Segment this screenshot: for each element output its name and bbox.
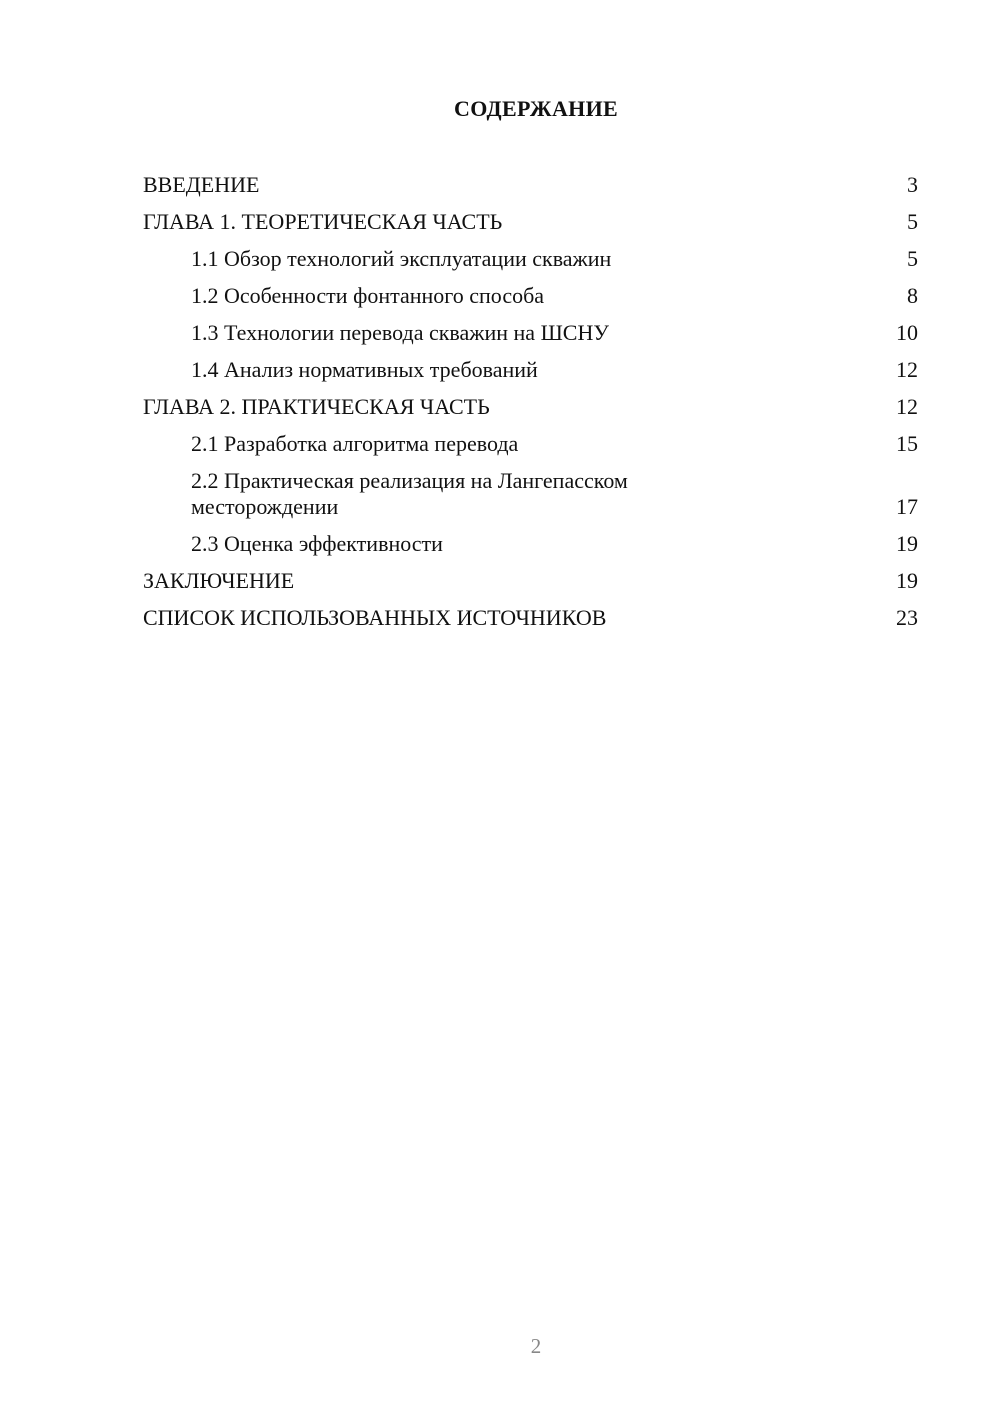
- toc-entry-introduction[interactable]: [143, 167, 918, 204]
- toc-entry-page: 3: [907, 172, 918, 197]
- toc-entry-label: ЗАКЛЮЧЕНИЕ: [143, 568, 295, 593]
- toc-entry-label: 1.1 Обзор технологий эксплуатации скважин: [191, 246, 612, 271]
- toc-entry-page: 12: [896, 394, 918, 419]
- toc-entry-label: 2.1 Разработка алгоритма перевода: [191, 431, 519, 456]
- toc-entry-page: 10: [896, 320, 918, 345]
- toc-entry-chapter-2[interactable]: [143, 389, 918, 426]
- toc-entry-section-2-2[interactable]: [143, 463, 918, 526]
- toc-entry-section-1-4[interactable]: [143, 352, 918, 389]
- toc-entry-page: 15: [896, 431, 918, 456]
- toc-entry-section-1-3[interactable]: [143, 315, 918, 352]
- toc-entry-label: 2.3 Оценка эффективности: [191, 531, 443, 556]
- toc-title: СОДЕРЖАНИЕ: [454, 96, 618, 121]
- toc-entry-label: ВВЕДЕНИЕ: [143, 172, 260, 197]
- toc-entry-label: 1.4 Анализ нормативных требований: [191, 357, 538, 382]
- toc-entry-section-2-3[interactable]: [143, 526, 918, 563]
- toc-entry-conclusion[interactable]: [143, 563, 918, 600]
- toc-entry-label: 2.2 Практическая реализация на Лангепасском месторождении: [191, 468, 628, 519]
- toc-entry-label: СПИСОК ИСПОЛЬЗОВАННЫХ ИСТОЧНИКОВ: [143, 605, 607, 630]
- toc-entry-label: 1.3 Технологии перевода скважин на ШСНУ: [191, 320, 609, 345]
- toc-entry-page: 19: [896, 568, 918, 593]
- toc-entry-section-1-2[interactable]: [143, 278, 918, 315]
- toc-entry-page: 12: [896, 357, 918, 382]
- toc-entry-references[interactable]: [143, 600, 918, 637]
- toc-entry-chapter-1[interactable]: [143, 204, 918, 241]
- toc-entry-page: 5: [907, 209, 918, 234]
- toc-entry-page: 8: [907, 283, 918, 308]
- page-number: 2: [530, 1334, 542, 1358]
- table-of-contents: [143, 167, 918, 637]
- toc-entry-page: 19: [896, 531, 918, 556]
- toc-entry-page: 5: [907, 246, 918, 271]
- toc-entry-label: ГЛАВА 2. ПРАКТИЧЕСКАЯ ЧАСТЬ: [143, 394, 490, 419]
- toc-entry-section-1-1[interactable]: [143, 241, 918, 278]
- toc-entry-page: 23: [896, 605, 918, 630]
- toc-entry-page: 17: [896, 494, 918, 519]
- toc-entry-label: ГЛАВА 1. ТЕОРЕТИЧЕСКАЯ ЧАСТЬ: [143, 209, 503, 234]
- toc-entry-section-2-1[interactable]: [143, 426, 918, 463]
- toc-entry-label: 1.2 Особенности фонтанного способа: [191, 283, 545, 308]
